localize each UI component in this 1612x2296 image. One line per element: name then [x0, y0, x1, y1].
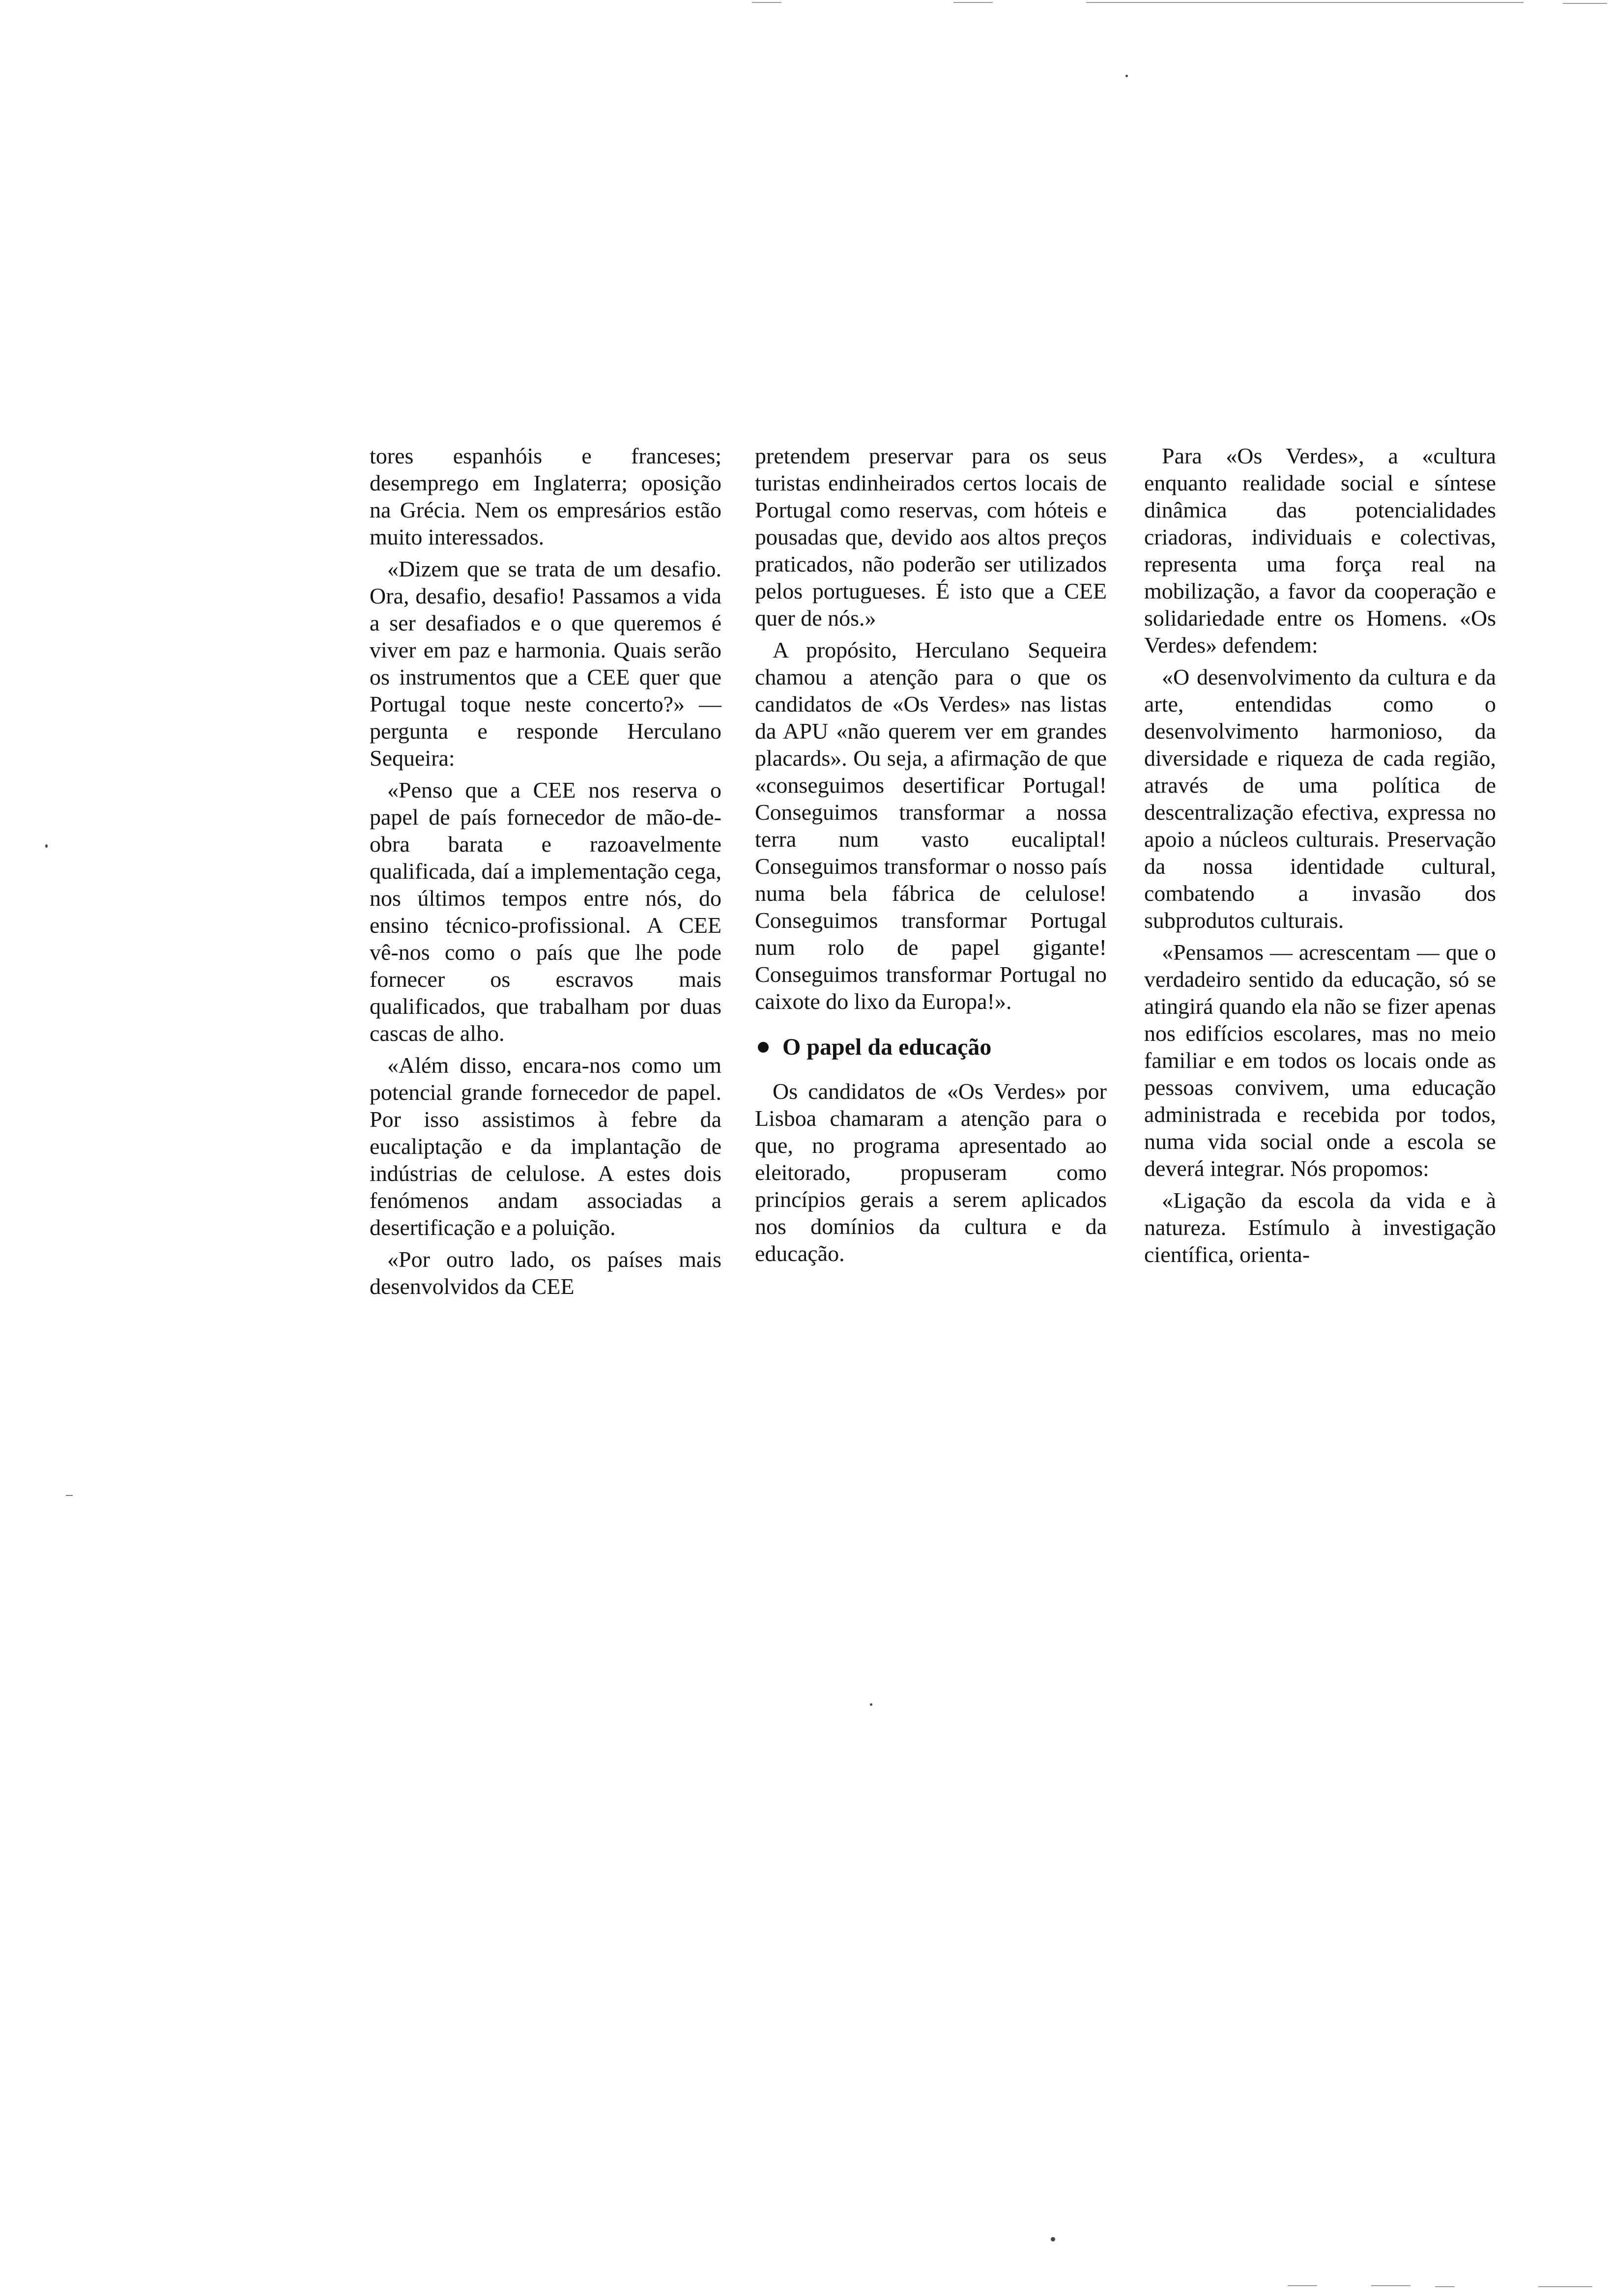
- scan-edge-line: [1538, 2286, 1592, 2287]
- paragraph: «Dizem que se trata de um desafio. Ora, desafio, desafio! Passamos a vida a ser desafiados e o que queremos é viver em paz e harmonia. Quais serão os instrumentos que a CEE quer que Portugal toque neste concerto?» — pergunta e responde Herculano Sequeira:: [370, 556, 721, 771]
- scan-edge-line: [1086, 2, 1524, 3]
- section-heading-text: O papel da educação: [782, 1034, 992, 1060]
- article-column-1: [370, 442, 721, 1305]
- article-column-2: [755, 442, 1107, 1272]
- section-heading: [755, 1033, 1107, 1061]
- paragraph: tores espanhóis e franceses; desemprego em Inglaterra; oposição na Grécia. Nem os empresários estão muito interessados.: [370, 443, 721, 549]
- paragraph: «Penso que a CEE nos reserva o papel de país fornecedor de mão-de-obra barata e razoavelmente qualificada, daí a implementação cega, nos últimos tempos entre nós, do ensino técnico-profissional. A CEE vê-nos como o país que lhe pode fornecer os escravos mais qualificados, que trabalham por duas cascas de alho.: [370, 777, 721, 1046]
- paragraph: «O desenvolvimento da cultura e da arte, entendidas como o desenvolvimento harmonioso, da diversidade e riqueza de cada região, através de uma política de descentralização efectiva, expressa no apoio a núcleos culturais. Preservação da nossa identidade cultural, combatendo a invasão dos subprodutos culturais.: [1144, 664, 1496, 933]
- paragraph: «Ligação da escola da vida e à natureza. Estímulo à investigação científica, orienta-: [1144, 1188, 1496, 1267]
- scan-edge-line: [1288, 2285, 1317, 2286]
- paragraph: «Por outro lado, os países mais desenvolvidos da CEE: [370, 1247, 721, 1299]
- scan-edge-line: [752, 2, 781, 3]
- scan-edge-line: [1563, 3, 1607, 4]
- scan-edge-line: [66, 1495, 73, 1496]
- paragraph: «Além disso, encara-nos como um potencial grande fornecedor de papel. Por isso assistimos à febre da eucaliptação e da implantação de indústrias de celulose. A estes dois fenómenos andam associadas a desertificação e a poluição.: [370, 1053, 721, 1240]
- scan-speck: [1051, 2237, 1055, 2241]
- paragraph: «Pensamos — acrescentam — que o verdadeiro sentido da educação, só se atingirá quando ela não se fizer apenas nos edifícios escolares, mas no meio familiar e em todos os locais onde as pessoas convivem, uma educação administrada e recebida por todos, numa vida social onde a escola se deverá integrar. Nós propomos:: [1144, 940, 1496, 1181]
- paragraph: A propósito, Herculano Sequeira chamou a atenção para o que os candidatos de «Os Verdes» nas listas da APU «não querem ver em grandes placards». Ou seja, a afirmação de que «conseguimos desertificar Portugal! Conseguimos transformar a nossa terra num vasto eucaliptal! Conseguimos transformar o nosso país numa bela fábrica de celulose! Conseguimos transformar Portugal num rolo de papel gigante! Conseguimos transformar Portugal no caixote do lixo da Europa!».: [755, 637, 1107, 1014]
- paragraph: Os candidatos de «Os Verdes» por Lisboa chamaram a atenção para o que, no programa apresentado ao eleitorado, propuseram como princípios gerais a serem aplicados nos domínios da cultura e da educação.: [755, 1079, 1107, 1266]
- bullet-icon: [758, 1042, 769, 1053]
- scan-edge-line: [953, 2, 993, 3]
- scan-speck: [870, 1703, 872, 1706]
- paragraph: Para «Os Verdes», a «cultura enquanto realidade social e síntese dinâmica das potencialidades criadoras, individuais e colectivas, representa uma força real na mobilização, a favor da cooperação e solidariedade entre os Homens. «Os Verdes» defendem:: [1144, 443, 1496, 658]
- scan-speck: [45, 844, 48, 848]
- scan-edge-line: [1435, 2286, 1455, 2287]
- scan-edge-line: [1371, 2285, 1410, 2286]
- scan-speck: [1125, 75, 1128, 77]
- paragraph: pretendem preservar para os seus turistas endinheirados certos locais de Portugal como reservas, com hóteis e pousadas que, devido aos altos preços praticados, não poderão ser utilizados pelos portugueses. É isto que a CEE quer de nós.»: [755, 443, 1107, 631]
- article-column-3: [1144, 442, 1496, 1273]
